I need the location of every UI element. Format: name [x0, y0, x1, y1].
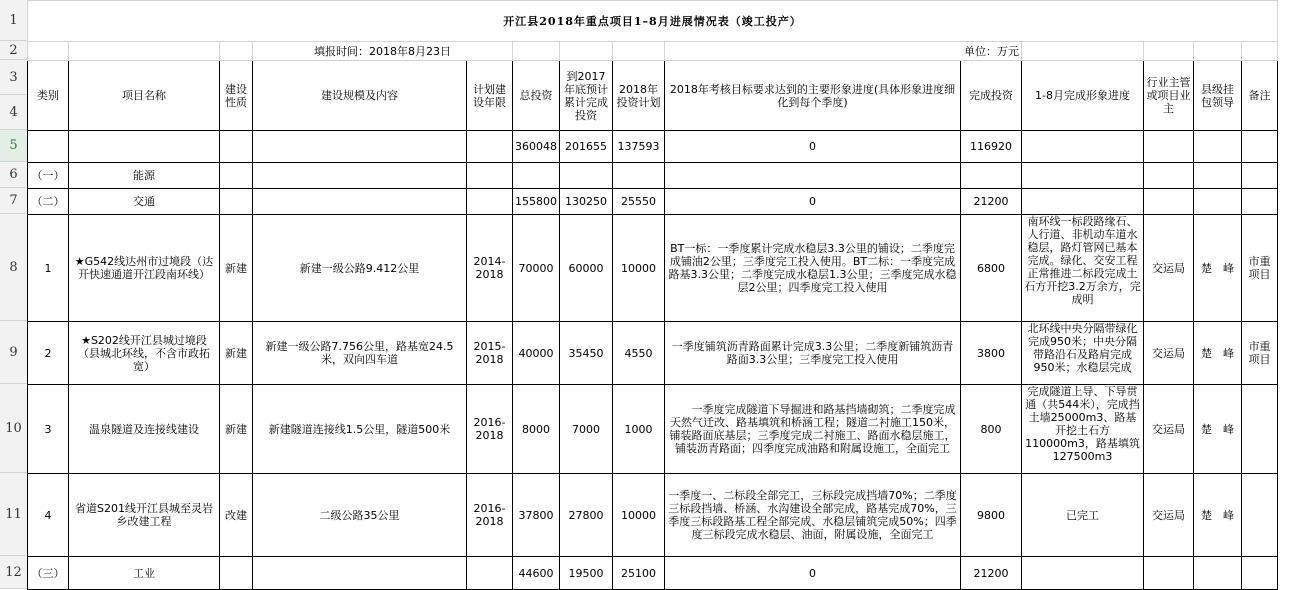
project-scale[interactable]: 新建一级公路9.412公里 — [253, 215, 467, 322]
project-no[interactable]: 3 — [28, 385, 69, 474]
project-period[interactable]: 2016-2018 — [467, 385, 513, 474]
project-total[interactable]: 8000 — [513, 385, 560, 474]
cell[interactable] — [1194, 42, 1242, 61]
header-plan2018[interactable]: 2018年投资计划 — [613, 61, 665, 131]
section-category[interactable]: （三） — [28, 557, 69, 590]
row-number[interactable]: 3 — [0, 60, 27, 95]
row-number[interactable]: 1 — [0, 0, 27, 41]
row-number[interactable]: 7 — [0, 188, 27, 214]
cell[interactable] — [1022, 557, 1144, 590]
cell[interactable] — [1144, 189, 1194, 215]
project-no[interactable]: 4 — [28, 474, 69, 557]
project-progress[interactable]: 已完工 — [1022, 474, 1144, 557]
header-prev[interactable]: 到2017年底预计累计完成投资 — [560, 61, 613, 131]
project-leader[interactable]: 楚 峰 — [1194, 385, 1242, 474]
row-header-column — [0, 0, 28, 589]
cell[interactable] — [1242, 42, 1278, 61]
total-row-target[interactable]: 0 — [665, 131, 961, 163]
cell[interactable] — [253, 189, 467, 215]
project-no[interactable]: 2 — [28, 322, 69, 385]
project-progress[interactable]: 北环线中央分隔带绿化完成950米；中央分隔带路沿石及路肩完成950米；水稳层完成 — [1022, 322, 1144, 385]
section-done[interactable]: 21200 — [961, 557, 1022, 590]
project-dept[interactable]: 交运局 — [1144, 474, 1194, 557]
section-total[interactable]: 44600 — [513, 557, 560, 590]
cell[interactable] — [1194, 163, 1242, 189]
cell[interactable] — [253, 557, 467, 590]
project-prev[interactable]: 35450 — [560, 322, 613, 385]
cell[interactable] — [220, 189, 253, 215]
project-plan2018[interactable]: 10000 — [613, 474, 665, 557]
cell[interactable] — [467, 557, 513, 590]
cell[interactable] — [1144, 131, 1194, 163]
project-name[interactable]: ★S202线开江县城过境段（县城北环线，不含市政拓宽） — [69, 322, 220, 385]
cell[interactable] — [1242, 163, 1278, 189]
cell[interactable] — [220, 42, 253, 61]
row-number[interactable]: 4 — [0, 95, 27, 130]
cell[interactable] — [69, 42, 220, 61]
fill-date-text: 填报时间：2018年8月23日 — [314, 44, 451, 58]
project-table — [27, 0, 1278, 590]
cell[interactable] — [69, 131, 220, 163]
section-name[interactable]: 工业 — [69, 557, 220, 590]
section-done[interactable]: 21200 — [961, 189, 1022, 215]
header-period[interactable]: 计划建设年限 — [467, 61, 513, 131]
project-note[interactable] — [1242, 474, 1278, 557]
project-nature[interactable]: 新建 — [220, 322, 253, 385]
project-period[interactable]: 2016-2018 — [467, 474, 513, 557]
cell[interactable] — [613, 42, 665, 61]
header-category[interactable]: 类别 — [28, 61, 69, 131]
cell[interactable] — [220, 163, 253, 189]
row-number[interactable]: 9 — [0, 321, 27, 384]
project-plan2018[interactable]: 1000 — [613, 385, 665, 474]
cell[interactable] — [1022, 189, 1144, 215]
project-nature[interactable]: 新建 — [220, 215, 253, 322]
cell[interactable] — [467, 163, 513, 189]
header-target[interactable]: 2018年考核目标要求达到的主要形象进度(具体形象进度细化到每个季度) — [665, 61, 961, 131]
project-leader[interactable]: 楚 峰 — [1194, 215, 1242, 322]
cell[interactable] — [1194, 557, 1242, 590]
row-number[interactable]: 10 — [0, 384, 27, 473]
project-target[interactable]: 一季度铺筑沥青路面累计完成3.3公里；二季度新铺筑沥青路面3.3公里；三季度完工投入使用 — [665, 322, 961, 385]
section-name[interactable]: 能源 — [69, 163, 220, 189]
cell[interactable] — [220, 557, 253, 590]
cell[interactable] — [253, 131, 467, 163]
project-note[interactable] — [1242, 385, 1278, 474]
project-note[interactable]: 市重项目 — [1242, 322, 1278, 385]
header-leader[interactable]: 县级挂包领导 — [1194, 61, 1242, 131]
section-name[interactable]: 交通 — [69, 189, 220, 215]
header-name[interactable]: 项目名称 — [69, 61, 220, 131]
project-dept[interactable]: 交运局 — [1144, 215, 1194, 322]
project-scale[interactable]: 新建隧道连接线1.5公里，隧道500米 — [253, 385, 467, 474]
cell[interactable] — [1022, 42, 1144, 61]
cell[interactable] — [1194, 189, 1242, 215]
project-scale[interactable]: 二级公路35公里 — [253, 474, 467, 557]
project-done[interactable]: 800 — [961, 385, 1022, 474]
project-prev[interactable]: 60000 — [560, 215, 613, 322]
cell[interactable] — [560, 163, 613, 189]
cell[interactable] — [253, 163, 467, 189]
section-prev[interactable]: 19500 — [560, 557, 613, 590]
cell[interactable] — [1242, 131, 1278, 163]
cell[interactable] — [961, 163, 1022, 189]
section-target[interactable]: 0 — [665, 189, 961, 215]
project-period[interactable]: 2014-2018 — [467, 215, 513, 322]
project-nature[interactable]: 改建 — [220, 474, 253, 557]
project-plan2018[interactable]: 10000 — [613, 215, 665, 322]
cell[interactable] — [467, 189, 513, 215]
project-period[interactable]: 2015-2018 — [467, 322, 513, 385]
cell[interactable] — [1144, 163, 1194, 189]
row-number[interactable]: 6 — [0, 162, 27, 188]
project-scale[interactable]: 新建一级公路7.756公里，路基宽24.5米，双向四车道 — [253, 322, 467, 385]
row-number[interactable]: 8 — [0, 214, 27, 321]
section-plan2018[interactable]: 25550 — [613, 189, 665, 215]
project-leader[interactable]: 楚 峰 — [1194, 474, 1242, 557]
cell[interactable] — [1144, 42, 1194, 61]
project-progress[interactable]: 完成隧道上导、下导贯通（共544米），完成挡土墙25000m3、路基开挖土石方110000m3，路基填筑127500m3 — [1022, 385, 1144, 474]
row-number[interactable]: 2 — [0, 41, 27, 60]
total-row-done[interactable]: 116920 — [961, 131, 1022, 163]
project-total[interactable]: 37800 — [513, 474, 560, 557]
sheet-title[interactable]: 开江县2018年重点项目1–8月进展情况表（竣工投产） — [28, 1, 1278, 42]
project-note[interactable]: 市重项目 — [1242, 215, 1278, 322]
project-name[interactable]: ★G542线达州市过境段（达开快速通道开江段南环线） — [69, 215, 220, 322]
project-name[interactable]: 省道S201线开江县城至灵岩乡改建工程 — [69, 474, 220, 557]
project-prev[interactable]: 27800 — [560, 474, 613, 557]
cell[interactable] — [1022, 163, 1144, 189]
header-note[interactable]: 备注 — [1242, 61, 1278, 131]
cell[interactable] — [513, 42, 560, 61]
project-name[interactable]: 温泉隧道及连接线建设 — [69, 385, 220, 474]
project-no[interactable]: 1 — [28, 215, 69, 322]
header-nature[interactable]: 建设性质 — [220, 61, 253, 131]
cell[interactable] — [1194, 131, 1242, 163]
cell[interactable] — [467, 131, 513, 163]
cell[interactable] — [28, 42, 69, 61]
section-target[interactable]: 0 — [665, 557, 961, 590]
row-number[interactable]: 11 — [0, 473, 27, 556]
project-total[interactable]: 40000 — [513, 322, 560, 385]
cell[interactable] — [560, 42, 613, 61]
header-done[interactable]: 完成投资 — [961, 61, 1022, 131]
section-total[interactable]: 155800 — [513, 189, 560, 215]
project-dept[interactable]: 交运局 — [1144, 322, 1194, 385]
project-target[interactable]: 一季度一、二标段全部完工，三标段完成挡墙70%；二季度三标段挡墙、桥涵、水沟建设全部完成，路基完成70%，三季度三标段路基工程全部完成、水稳层铺筑完成50%；四季度三标段完成水稳层、油面，附属设施，全面完工 — [665, 474, 961, 557]
project-leader[interactable]: 楚 峰 — [1194, 322, 1242, 385]
header-total[interactable]: 总投资 — [513, 61, 560, 131]
row-number-selected[interactable]: 5 — [0, 130, 27, 162]
total-row-plan2018[interactable]: 137593 — [613, 131, 665, 163]
total-row-total[interactable]: 360048 — [513, 131, 560, 163]
project-done[interactable]: 9800 — [961, 474, 1022, 557]
section-category[interactable]: （一） — [28, 163, 69, 189]
project-dept[interactable]: 交运局 — [1144, 385, 1194, 474]
header-progress[interactable]: 1-8月完成形象进度 — [1022, 61, 1144, 131]
fill-date[interactable] — [253, 42, 513, 61]
cell[interactable] — [513, 163, 560, 189]
header-scale[interactable]: 建设规模及内容 — [253, 61, 467, 131]
total-row-prev[interactable]: 201655 — [560, 131, 613, 163]
project-progress[interactable]: 南环线一标段路缘石、人行道、非机动车道水稳层，路灯管网已基本完成。绿化、交安工程正常推进二标段完成土石方开挖3.2万余方，完成明 — [1022, 215, 1144, 322]
cell[interactable] — [613, 163, 665, 189]
cell[interactable] — [1144, 557, 1194, 590]
project-target[interactable]: BT一标：一季度累计完成水稳层3.3公里的铺设；二季度完成铺油2公里；三季度完工投入使用。BT二标：一季度完成路基3.3公里；二季度完成水稳层1.3公里；三季度完成水稳层2公里；四季度完工投入使用 — [665, 215, 961, 322]
row-number[interactable]: 12 — [0, 556, 27, 589]
section-plan2018[interactable]: 25100 — [613, 557, 665, 590]
project-prev[interactable]: 7000 — [560, 385, 613, 474]
section-category[interactable]: （二） — [28, 189, 69, 215]
header-dept[interactable]: 行业主管或项目业主 — [1144, 61, 1194, 131]
cell[interactable] — [28, 131, 69, 163]
cell[interactable] — [665, 163, 961, 189]
cell[interactable] — [1242, 189, 1278, 215]
project-total[interactable]: 70000 — [513, 215, 560, 322]
project-done[interactable]: 6800 — [961, 215, 1022, 322]
project-target[interactable]: 一季度完成隧道下导掘进和路基挡墙砌筑；二季度完成天然气迁改、路基填筑和桥涵工程；隧道二衬施工150米，铺装路面底基层；三季度完成二衬施工、路面水稳层施工，铺装沥青路面；四季度完成油路和附属设施工，全面完工 — [665, 385, 961, 474]
project-nature[interactable]: 新建 — [220, 385, 253, 474]
project-done[interactable]: 3800 — [961, 322, 1022, 385]
cell[interactable] — [1022, 131, 1144, 163]
cell[interactable] — [1242, 557, 1278, 590]
cell[interactable] — [220, 131, 253, 163]
unit-label[interactable]: 单位：万元 — [665, 42, 1022, 61]
project-plan2018[interactable]: 4550 — [613, 322, 665, 385]
section-prev[interactable]: 130250 — [560, 189, 613, 215]
